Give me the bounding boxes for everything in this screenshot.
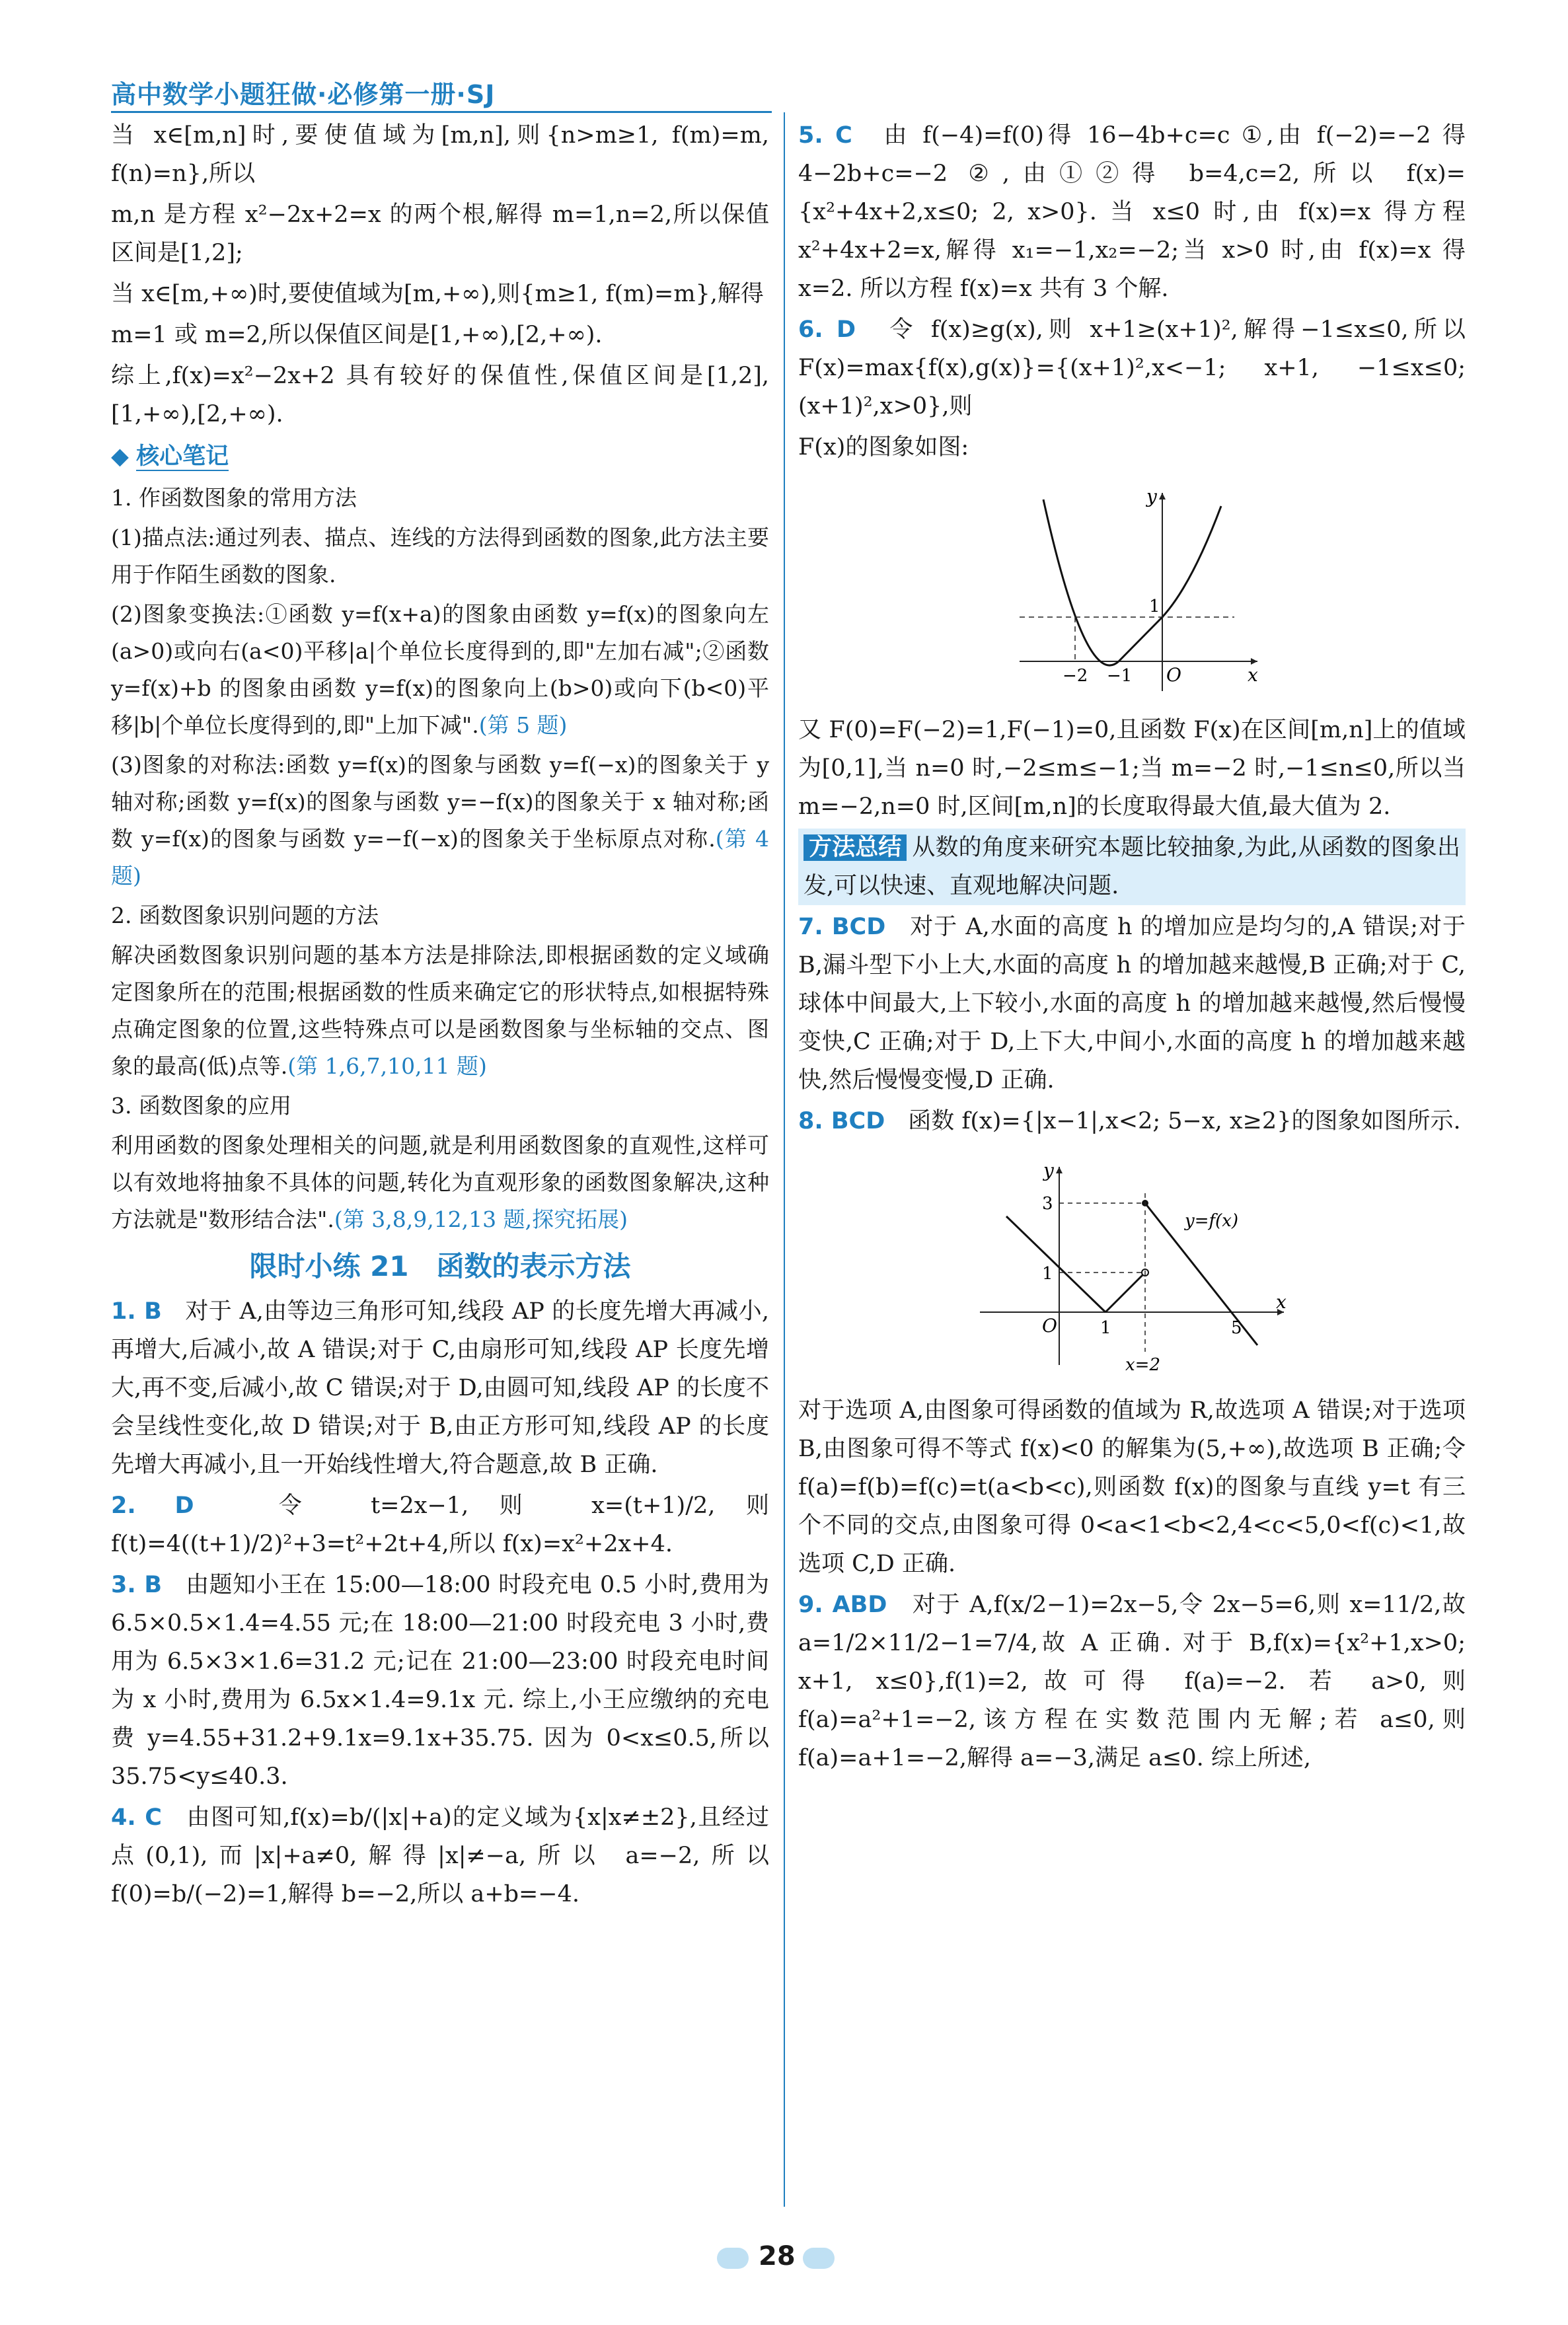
abs-right-branch (1105, 1273, 1145, 1312)
note-4 (111, 747, 769, 895)
note-3-text: (2)图象变换法:①函数 y=f(x+a)的图象由函数 y=f(x)的图象向左(a>0)或向右(a<0)平移|a|个单位长度得到的,即"左加右减";②函数 y=f(x)+b 的图象由函数 y=f(x)的图象向上(b>0)或向下(b<0)平移|b|个单位长度得到的,即"上加下减". (111, 601, 769, 738)
fig2-tick-x1: 1 (1100, 1318, 1111, 1338)
fig2-y-label: y (1043, 1160, 1054, 1181)
answer-9-number: 9. ABD (798, 1592, 887, 1618)
answer-3-text: 由题知小王在 15:00—18:00 时段充电 0.5 小时,费用为 6.5×0.5×1.4=4.55 元;在 18:00—21:00 时段充电 3 小时,费用为 6.5×3×1.6=31.2 元;记在 21:00—23:00 时段充电时间为 x 小时,费用为 6.5x×1.4=9.1x 元. 综上,小王应缴纳的充电费 y=4.55+31.2+9.1x=9.1x+35.75. 因为 0<x≤0.5,所以 35.75<y≤40.3. (111, 1572, 769, 1790)
note-5: 2. 函数图象识别问题的方法 (111, 903, 379, 928)
answer-9-text: 对于 A,f(x/2−1)=2x−5,令 2x−5=6,则 x=11/2,故 a=1/2×11/2−1=7/4,故 A 正确. 对于 B,f(x)={x²+1,x>0; x+1, x≤0},f(1)=2,故可得 f(a)=−2. 若 a>0,则 f(a)=a²+1=−2,该方程在实数范围内无解;若 a≤0,则 f(a)=a+1=−2,解得 a=−3,满足 a≤0. 综上所述, (798, 1592, 1466, 1771)
fig1-origin: O (1166, 664, 1181, 686)
answer-5-text: 由 f(−4)=f(0)得 16−4b+c=c ①,由 f(−2)=−2 得 4−2b+c=−2 ②,由①②得 b=4,c=2,所以 f(x)={x²+4x+2,x≤0; 2, x>0}. 当 x≤0 时,由 f(x)=x 得方程 x²+4x+2=x,解得 x₁=−1,x₂=−2;当 x>0 时,由 f(x)=x 得 x=2. 所以方程 f(x)=x 共有 3 个解. (798, 122, 1466, 302)
answer-7 (798, 908, 1466, 1099)
core-note-title: 核心笔记 (136, 443, 229, 470)
note-6-ref: (第 1,6,7,10,11 题) (287, 1053, 487, 1079)
answer-2-number: 2. D (111, 1493, 194, 1519)
answer-4-number: 4. C (111, 1804, 162, 1831)
note-6 (111, 937, 769, 1085)
left-line-1: 当 x∈[m,n]时,要使值域为[m,n],则{n>m≥1, f(m)=m, f(n)=n},所以 (111, 122, 769, 187)
segment-middle (1119, 617, 1162, 661)
answer-2 (111, 1487, 769, 1563)
note-7: 3. 函数图象的应用 (111, 1093, 291, 1119)
graph-F-of-x (993, 480, 1271, 698)
fig2-curve-label: y=f(x) (1185, 1211, 1239, 1231)
graph-f-of-x-q8 (967, 1154, 1297, 1378)
note-8-ref: (第 3,8,9,12,13 题,探究拓展) (334, 1206, 628, 1232)
fig2-tick-3: 3 (1042, 1194, 1053, 1214)
note-8 (111, 1127, 769, 1238)
answer-4-text: 由图可知,f(x)=b/(|x|+a)的定义域为{x|x≠±2},且经过点(0,1),而|x|+a≠0,解得|x|≠−a,所以 a=−2,所以 f(0)=b/(−2)=1,解得 b=−2,所以 a+b=−4. (111, 1804, 769, 1907)
right-column (798, 116, 1466, 1780)
note-2: (1)描点法:通过列表、描点、连线的方法得到函数的图象,此方法主要用于作陌生函数的图象. (111, 525, 769, 587)
core-note-heading (111, 437, 769, 476)
answer-7-text: 对于 A,水面的高度 h 的增加应是均匀的,A 错误;对于 B,漏斗型下小上大,水面的高度 h 的增加越来越慢,B 正确;对于 C,球体中间最大,上下较小,水面的高度 h 的增加越来越慢,然后慢慢变快,C 正确;对于 D,上下大,中间小,水面的高度 h 的增加越来越快,然后慢慢变慢,D 正确. (798, 914, 1466, 1093)
answer-8-text: 函数 f(x)={|x−1|,x<2; 5−x, x≥2}的图象如图所示. (908, 1108, 1461, 1134)
fig1-x-label: x (1248, 664, 1258, 686)
note-4-ref: (第 4 题) (111, 826, 769, 889)
answer-9 (798, 1586, 1466, 1777)
abs-left-branch (1006, 1216, 1105, 1312)
fig2-vline-label: x=2 (1125, 1355, 1160, 1375)
answer-6-number: 6. D (798, 316, 856, 343)
answer-3 (111, 1566, 769, 1796)
answer-1-number: 1. B (111, 1298, 162, 1325)
fig1-tick-m1: −1 (1107, 666, 1133, 686)
fig1-y-label: y (1146, 486, 1157, 507)
answer-3-number: 3. B (111, 1572, 163, 1598)
left-line-3: 当 x∈[m,+∞)时,要使值域为[m,+∞),则{m≥1, f(m)=m},解得 (111, 281, 764, 307)
answer-5-number: 5. C (798, 122, 852, 149)
note-3-ref: (第 5 题) (478, 712, 568, 738)
footer-decoration-left (717, 2248, 749, 2269)
answer-6-figure-caption: F(x)的图象如图: (798, 434, 969, 461)
curve-left (1043, 499, 1119, 665)
answer-7-number: 7. BCD (798, 914, 886, 940)
note-4-text: (3)图象的对称法:函数 y=f(x)的图象与函数 y=f(−x)的图象关于 y 轴对称;函数 y=f(x)的图象与函数 y=−f(x)的图象关于 x 轴对称;函数 y=f(x)的图象与函数 y=−f(−x)的图象关于坐标原点对称. (111, 752, 769, 852)
left-column (111, 116, 769, 1916)
answer-2-text: 令 t=2x−1,则 x=(t+1)/2,则 f(t)=4((t+1)/2)²+3=t²+2t+4,所以 f(x)=x²+2x+4. (111, 1493, 769, 1557)
answer-8-number: 8. BCD (798, 1108, 885, 1134)
diamond-icon: ◆ (111, 443, 129, 470)
method-summary-label: 方法总结 (803, 834, 907, 861)
fig2-tick-5: 5 (1231, 1318, 1242, 1338)
fig2-origin: O (1042, 1315, 1057, 1337)
left-line-5: 综上,f(x)=x²−2x+2 具有较好的保值性,保值区间是[1,2],[1,+∞),[2,+∞). (111, 363, 769, 427)
y-axis-arrow (1159, 493, 1166, 499)
answer-6 (798, 311, 1466, 425)
answer-6-text: 令 f(x)≥g(x),则 x+1≥(x+1)²,解得−1≤x≤0,所以 F(x)=max{f(x),g(x)}={(x+1)²,x<−1; x+1, −1≤x≤0; (x+1)²,x>0},则 (798, 316, 1466, 420)
header-rule (111, 111, 772, 113)
left-line-2: m,n 是方程 x²−2x+2=x 的两个根,解得 m=1,n=2,所以保值区间是[1,2]; (111, 202, 769, 266)
page-header: 高中数学小题狂做·必修第一册·SJ (111, 80, 496, 109)
answer-1 (111, 1292, 769, 1484)
note-6-text: 解决函数图象识别问题的基本方法是排除法,即根据函数的定义域确定图象所在的范围;根据函数的性质来确定它的形状特点,如根据特殊点确定图象的位置,这些特殊点可以是函数图象与坐标轴的交点、图象的最高(低)点等. (111, 942, 769, 1079)
answer-5 (798, 116, 1466, 308)
left-line-4: m=1 或 m=2,所以保值区间是[1,+∞),[2,+∞). (111, 322, 603, 348)
note-3 (111, 596, 769, 744)
footer-decoration-right (803, 2248, 835, 2269)
note-8-text: 利用函数的图象处理相关的问题,就是利用函数图象的直观性,这样可以有效地将抽象不具体的问题,转化为直观形象的函数图象解决,这种方法就是"数形结合法". (111, 1132, 769, 1232)
note-1: 1. 作函数图象的常用方法 (111, 485, 357, 511)
fig1-tick-m2: −2 (1063, 666, 1088, 686)
answer-8 (798, 1102, 1466, 1140)
curve-right (1162, 506, 1221, 617)
answer-6-conclusion: 又 F(0)=F(−2)=1,F(−1)=0,且函数 F(x)在区间[m,n]上的值域为[0,1],当 n=0 时,−2≤m≤−1;当 m=−2 时,−1≤n≤0,所以当 m=−2,n=0 时,区间[m,n]的长度取得最大值,最大值为 2. (798, 717, 1466, 820)
y-axis-arrow (1056, 1167, 1063, 1173)
page-number: 28 (759, 2241, 796, 2271)
column-divider (784, 112, 785, 2207)
answer-4 (111, 1798, 769, 1913)
answer-8-analysis: 对于选项 A,由图象可得函数的值域为 R,故选项 A 错误;对于选项 B,由图象可得不等式 f(x)<0 的解集为(5,+∞),故选项 B 正确;令 f(a)=f(b)=f(c)=t(a<b<c),则函数 f(x)的图象与直线 y=t 有三个不同的交点,由图象可得 0<a<1<b<2,4<c<5,0<f(c)<1,故选项 C,D 正确. (798, 1397, 1466, 1577)
chapter-title: 限时小练 21 函数的表示方法 (249, 1250, 631, 1282)
fig1-tick-1: 1 (1149, 597, 1160, 616)
fig2-x-label: x (1276, 1291, 1287, 1313)
method-summary-text: 从数的角度来研究本题比较抽象,为此,从函数的图象出发,可以快速、直观地解决问题. (803, 834, 1460, 899)
method-summary (798, 829, 1466, 905)
fig2-tick-y1: 1 (1042, 1264, 1053, 1284)
answer-1-text: 对于 A,由等边三角形可知,线段 AP 的长度先增大再减小,再增大,后减小,故 A 错误;对于 C,由扇形可知,线段 AP 长度先增大,再不变,后减小,故 C 错误;对于 D,由圆可知,线段 AP 的长度不会呈线性变化,故 D 错误;对于 B,由正方形可知,线段 AP 的长度先增大再减小,且一开始线性增大,符合题意,故 B 正确. (111, 1298, 769, 1478)
